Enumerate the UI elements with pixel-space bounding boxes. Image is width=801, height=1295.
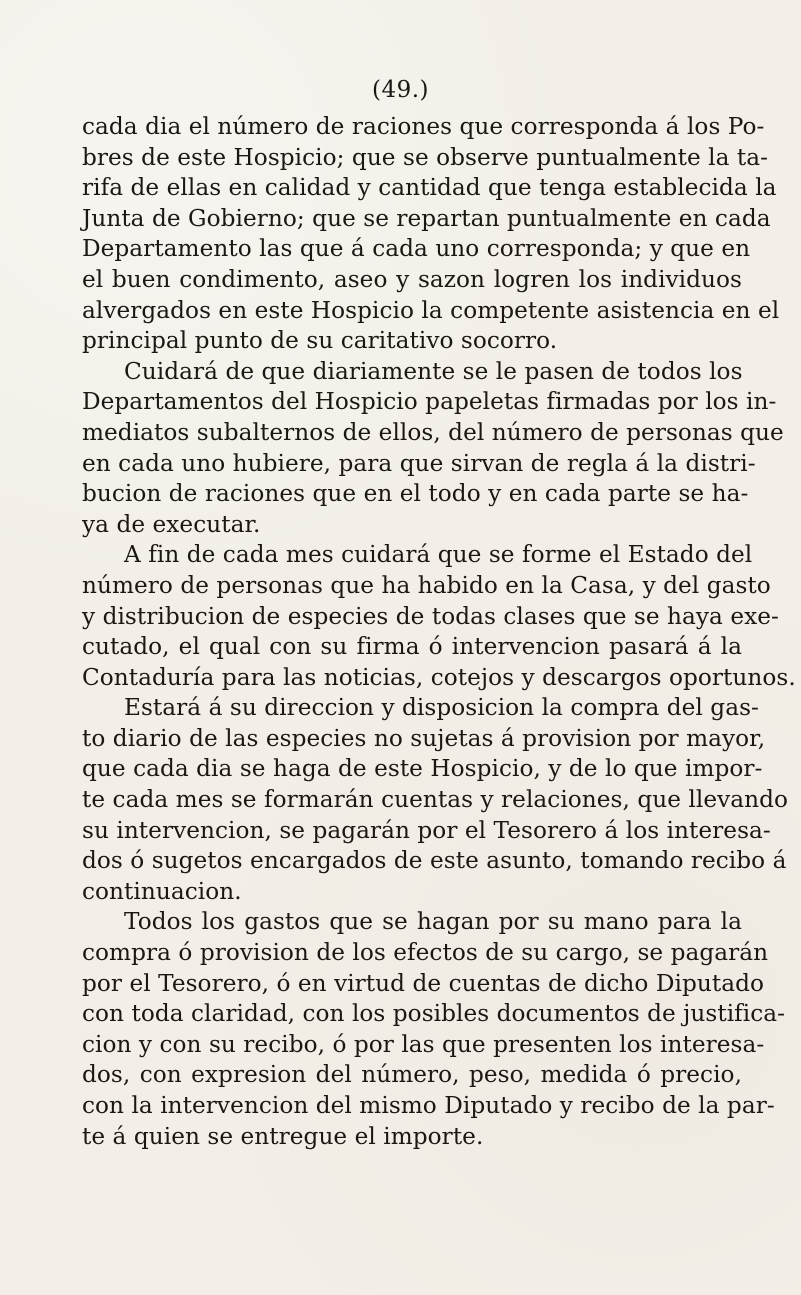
text-line: su intervencion, se pagarán por el Tesorero á los interesa- xyxy=(82,816,771,844)
text-line: Todos los gastos que se hagan por su mano para la xyxy=(124,908,742,936)
text-line: te cada mes se formarán cuentas y relaciones, que llevando xyxy=(82,786,789,814)
text-line: continuacion. xyxy=(82,877,242,905)
text-line: bucion de raciones que en el todo y en cada parte se ha- xyxy=(82,480,749,508)
text-line: cada dia el número de raciones que corresponda á los Po- xyxy=(82,113,765,140)
text-line: por el Tesorero, ó en virtud de cuentas de dicho Diputado xyxy=(82,969,764,997)
text-line: A fin de cada mes cuidará que se forme el Estado del xyxy=(124,541,753,569)
text-line: ya de executar. xyxy=(82,510,261,538)
text-line: mediatos subalternos de ellos, del número de personas que xyxy=(82,418,784,446)
text-line: con toda claridad, con los posibles documentos de justifica- xyxy=(82,1000,786,1028)
text-line: con la intervencion del mismo Diputado y recibo de la par- xyxy=(82,1092,775,1119)
text-line: Junta de Gobierno; que se repartan puntualmente en cada xyxy=(82,204,771,232)
text-line: te á quien se entregue el importe. xyxy=(82,1122,484,1150)
text-line: alvergados en este Hospicio la competente asistencia en el xyxy=(82,296,780,324)
text-line: dos, con expresion del número, peso, medida ó precio, xyxy=(82,1061,742,1089)
text-line: Contaduría para las noticias, cotejos y descargos oportunos. xyxy=(82,663,796,691)
text-line: bres de este Hospicio; que se observe puntualmente la ta- xyxy=(82,143,769,171)
page-number: (49.) xyxy=(371,77,430,103)
text-line: rifa de ellas en calidad y cantidad que tenga establecida la xyxy=(82,174,777,202)
text-line: dos ó sugetos encargados de este asunto, tomando recibo á xyxy=(82,847,787,875)
text-line: cutado, el qual con su firma ó intervencion pasará á la xyxy=(82,633,742,661)
text-line: que cada dia se haga de este Hospicio, y de lo que impor- xyxy=(82,755,763,783)
text-line: Departamento las que á cada uno corresponda; y que en xyxy=(82,235,751,263)
text-line: cion y con su recibo, ó por las que presenten los interesa- xyxy=(82,1030,765,1058)
body-text xyxy=(82,112,796,1152)
text-line: to diario de las especies no sujetas á provision por mayor, xyxy=(82,724,766,752)
text-line: número de personas que ha habido en la Casa, y del gasto xyxy=(82,571,771,599)
text-line: y distribucion de especies de todas clases que se haya exe- xyxy=(82,602,779,630)
text-line: principal punto de su caritativo socorro. xyxy=(82,327,558,355)
text-line: el buen condimento, aseo y sazon logren los individuos xyxy=(82,265,742,293)
text-line: Cuidará de que diariamente se le pasen de todos los xyxy=(124,357,743,385)
text-line: Departamentos del Hospicio papeletas firmadas por los in- xyxy=(82,388,777,416)
text-line: en cada uno hubiere, para que sirvan de regla á la distri- xyxy=(82,449,756,477)
text-line: compra ó provision de los efectos de su cargo, se pagarán xyxy=(82,939,769,967)
text-line: Estará á su direccion y disposicion la compra del gas- xyxy=(124,694,759,722)
